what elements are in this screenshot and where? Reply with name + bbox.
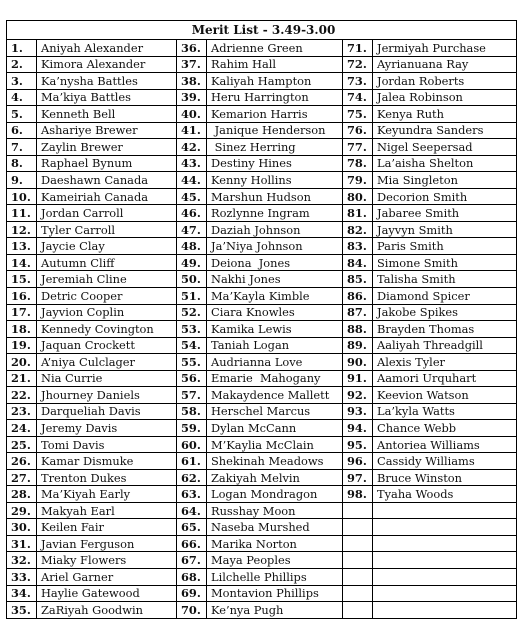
table-row	[7, 337, 517, 354]
student-name: Janique Henderson	[207, 122, 343, 139]
table-row	[7, 122, 517, 139]
student-name: Chance Webb	[373, 420, 517, 437]
table-row	[7, 139, 517, 156]
empty-cell	[373, 602, 517, 619]
student-name: Jordan Carroll	[37, 205, 177, 222]
entry-number: 38.	[177, 73, 207, 90]
entry-number: 14.	[7, 254, 37, 271]
table-row	[7, 387, 517, 404]
student-name: Ke’nya Pugh	[207, 602, 343, 619]
student-name: Makaydence Mallett	[207, 387, 343, 404]
entry-number: 68.	[177, 569, 207, 586]
student-name: Keyundra Sanders	[373, 122, 517, 139]
table-row	[7, 585, 517, 602]
student-name: Rahim Hall	[207, 56, 343, 73]
entry-number: 51.	[177, 287, 207, 304]
student-name: Maya Peoples	[207, 552, 343, 569]
entry-number: 19.	[7, 337, 37, 354]
entry-number: 25.	[7, 436, 37, 453]
student-name: Marika Norton	[207, 535, 343, 552]
table-row	[7, 89, 517, 106]
student-name: Kenneth Bell	[37, 106, 177, 123]
student-name: Logan Mondragon	[207, 486, 343, 503]
name-rows	[7, 40, 517, 619]
entry-number: 91.	[343, 370, 373, 387]
table-row	[7, 73, 517, 90]
student-name: Ka’nysha Battles	[37, 73, 177, 90]
entry-number: 84.	[343, 254, 373, 271]
entry-number: 46.	[177, 205, 207, 222]
entry-number: 15.	[7, 271, 37, 288]
empty-cell	[343, 502, 373, 519]
table-row	[7, 354, 517, 371]
entry-number: 69.	[177, 585, 207, 602]
entry-number: 2.	[7, 56, 37, 73]
entry-number: 41.	[177, 122, 207, 139]
entry-number: 43.	[177, 155, 207, 172]
student-name: Emarie Mahogany	[207, 370, 343, 387]
student-name: Kennedy Covington	[37, 321, 177, 338]
entry-number: 52.	[177, 304, 207, 321]
table-row	[7, 254, 517, 271]
entry-number: 85.	[343, 271, 373, 288]
student-name: Ciara Knowles	[207, 304, 343, 321]
entry-number: 60.	[177, 436, 207, 453]
entry-number: 30.	[7, 519, 37, 536]
empty-cell	[373, 535, 517, 552]
entry-number: 81.	[343, 205, 373, 222]
student-name: Jayvion Coplin	[37, 304, 177, 321]
table-row	[7, 155, 517, 172]
table-row	[7, 287, 517, 304]
entry-number: 74.	[343, 89, 373, 106]
student-name: Kamar Dismuke	[37, 453, 177, 470]
entry-number: 36.	[177, 40, 207, 57]
table-row	[7, 188, 517, 205]
student-name: Nakhi Jones	[207, 271, 343, 288]
entry-number: 72.	[343, 56, 373, 73]
entry-number: 24.	[7, 420, 37, 437]
entry-number: 32.	[7, 552, 37, 569]
entry-number: 10.	[7, 188, 37, 205]
table-row	[7, 205, 517, 222]
cut-off-heading	[6, 0, 516, 4]
student-name: Kaliyah Hampton	[207, 73, 343, 90]
entry-number: 28.	[7, 486, 37, 503]
student-name: Russhay Moon	[207, 502, 343, 519]
empty-cell	[343, 585, 373, 602]
table-row	[7, 271, 517, 288]
student-name: Jabaree Smith	[373, 205, 517, 222]
student-name: Jhourney Daniels	[37, 387, 177, 404]
student-name: Daeshawn Canada	[37, 172, 177, 189]
entry-number: 70.	[177, 602, 207, 619]
entry-number: 57.	[177, 387, 207, 404]
student-name: Aniyah Alexander	[37, 40, 177, 57]
entry-number: 17.	[7, 304, 37, 321]
entry-number: 58.	[177, 403, 207, 420]
student-name: Diamond Spicer	[373, 287, 517, 304]
entry-number: 37.	[177, 56, 207, 73]
student-name: Lilchelle Phillips	[207, 569, 343, 586]
empty-cell	[343, 569, 373, 586]
student-name: Mia Singleton	[373, 172, 517, 189]
student-name: Talisha Smith	[373, 271, 517, 288]
table-row	[7, 172, 517, 189]
student-name: Jalea Robinson	[373, 89, 517, 106]
entry-number: 7.	[7, 139, 37, 156]
entry-number: 62.	[177, 469, 207, 486]
entry-number: 66.	[177, 535, 207, 552]
entry-number: 79.	[343, 172, 373, 189]
entry-number: 80.	[343, 188, 373, 205]
student-name: Ma’Kiyah Early	[37, 486, 177, 503]
entry-number: 49.	[177, 254, 207, 271]
student-name: Nigel Seepersad	[373, 139, 517, 156]
student-name: Ja’Niya Johnson	[207, 238, 343, 255]
table-row	[7, 403, 517, 420]
table-row	[7, 370, 517, 387]
student-name: Keevion Watson	[373, 387, 517, 404]
entry-number: 29.	[7, 502, 37, 519]
merit-list-table	[6, 20, 517, 619]
table-row	[7, 486, 517, 503]
empty-cell	[373, 585, 517, 602]
entry-number: 20.	[7, 354, 37, 371]
student-name: Jaquan Crockett	[37, 337, 177, 354]
student-name: Sinez Herring	[207, 139, 343, 156]
student-name: Kimora Alexander	[37, 56, 177, 73]
student-name: Kenny Hollins	[207, 172, 343, 189]
table-row	[7, 569, 517, 586]
student-name: Bruce Winston	[373, 469, 517, 486]
entry-number: 26.	[7, 453, 37, 470]
entry-number: 12.	[7, 221, 37, 238]
title-row	[7, 21, 517, 40]
student-name: Montavion Phillips	[207, 585, 343, 602]
entry-number: 88.	[343, 321, 373, 338]
table-row	[7, 321, 517, 338]
empty-cell	[373, 552, 517, 569]
entry-number: 33.	[7, 569, 37, 586]
student-name: Autumn Cliff	[37, 254, 177, 271]
student-name: Kameiriah Canada	[37, 188, 177, 205]
entry-number: 47.	[177, 221, 207, 238]
entry-number: 34.	[7, 585, 37, 602]
list-title: Merit List - 3.49-3.00	[7, 21, 517, 40]
table-row	[7, 552, 517, 569]
student-name: Darqueliah Davis	[37, 403, 177, 420]
student-name: Makyah Earl	[37, 502, 177, 519]
table-row	[7, 436, 517, 453]
table-row	[7, 221, 517, 238]
student-name: Adrienne Green	[207, 40, 343, 57]
student-name: Miaky Flowers	[37, 552, 177, 569]
entry-number: 8.	[7, 155, 37, 172]
entry-number: 6.	[7, 122, 37, 139]
entry-number: 73.	[343, 73, 373, 90]
entry-number: 42.	[177, 139, 207, 156]
student-name: Jeremy Davis	[37, 420, 177, 437]
student-name: ZaRiyah Goodwin	[37, 602, 177, 619]
entry-number: 31.	[7, 535, 37, 552]
entry-number: 64.	[177, 502, 207, 519]
entry-number: 3.	[7, 73, 37, 90]
student-name: A’niya Culclager	[37, 354, 177, 371]
student-name: Raphael Bynum	[37, 155, 177, 172]
entry-number: 89.	[343, 337, 373, 354]
entry-number: 50.	[177, 271, 207, 288]
table-row	[7, 602, 517, 619]
entry-number: 5.	[7, 106, 37, 123]
student-name: Ariel Garner	[37, 569, 177, 586]
student-name: Nia Currie	[37, 370, 177, 387]
student-name: Destiny Hines	[207, 155, 343, 172]
entry-number: 90.	[343, 354, 373, 371]
entry-number: 45.	[177, 188, 207, 205]
student-name: Decorion Smith	[373, 188, 517, 205]
empty-cell	[343, 552, 373, 569]
student-name: La’kyla Watts	[373, 403, 517, 420]
entry-number: 21.	[7, 370, 37, 387]
entry-number: 82.	[343, 221, 373, 238]
entry-number: 40.	[177, 106, 207, 123]
entry-number: 59.	[177, 420, 207, 437]
empty-cell	[373, 502, 517, 519]
student-name: Paris Smith	[373, 238, 517, 255]
entry-number: 44.	[177, 172, 207, 189]
entry-number: 11.	[7, 205, 37, 222]
student-name: Brayden Thomas	[373, 321, 517, 338]
entry-number: 4.	[7, 89, 37, 106]
student-name: Alexis Tyler	[373, 354, 517, 371]
empty-cell	[373, 569, 517, 586]
student-name: Ayrianuana Ray	[373, 56, 517, 73]
entry-number: 98.	[343, 486, 373, 503]
table-row	[7, 106, 517, 123]
entry-number: 56.	[177, 370, 207, 387]
table-row	[7, 519, 517, 536]
student-name: Zakiyah Melvin	[207, 469, 343, 486]
table-row	[7, 40, 517, 57]
student-name: Heru Harrington	[207, 89, 343, 106]
empty-cell	[343, 519, 373, 536]
student-name: Shekinah Meadows	[207, 453, 343, 470]
empty-cell	[343, 535, 373, 552]
student-name: Jermiyah Purchase	[373, 40, 517, 57]
entry-number: 63.	[177, 486, 207, 503]
entry-number: 67.	[177, 552, 207, 569]
student-name: Ma’kiya Battles	[37, 89, 177, 106]
entry-number: 61.	[177, 453, 207, 470]
student-name: Trenton Dukes	[37, 469, 177, 486]
student-name: M’Kaylia McClain	[207, 436, 343, 453]
entry-number: 1.	[7, 40, 37, 57]
student-name: Tyler Carroll	[37, 221, 177, 238]
student-name: Tyaha Woods	[373, 486, 517, 503]
student-name: Jayvyn Smith	[373, 221, 517, 238]
table-row	[7, 453, 517, 470]
entry-number: 22.	[7, 387, 37, 404]
student-name: Tomi Davis	[37, 436, 177, 453]
student-name: Cassidy Williams	[373, 453, 517, 470]
student-name: Deiona Jones	[207, 254, 343, 271]
student-name: Simone Smith	[373, 254, 517, 271]
entry-number: 65.	[177, 519, 207, 536]
student-name: Haylie Gatewood	[37, 585, 177, 602]
student-name: Marshun Hudson	[207, 188, 343, 205]
table-row	[7, 238, 517, 255]
entry-number: 83.	[343, 238, 373, 255]
entry-number: 23.	[7, 403, 37, 420]
table-row	[7, 502, 517, 519]
student-name: Rozlynne Ingram	[207, 205, 343, 222]
student-name: Dylan McCann	[207, 420, 343, 437]
entry-number: 97.	[343, 469, 373, 486]
empty-cell	[343, 602, 373, 619]
table-row	[7, 420, 517, 437]
student-name: Aaliyah Threadgill	[373, 337, 517, 354]
student-name: Javian Ferguson	[37, 535, 177, 552]
student-name: Jaycie Clay	[37, 238, 177, 255]
student-name: Kamika Lewis	[207, 321, 343, 338]
entry-number: 96.	[343, 453, 373, 470]
student-name: Kenya Ruth	[373, 106, 517, 123]
entry-number: 92.	[343, 387, 373, 404]
student-name: Jakobe Spikes	[373, 304, 517, 321]
entry-number: 18.	[7, 321, 37, 338]
student-name: Antoriea Williams	[373, 436, 517, 453]
table-row	[7, 469, 517, 486]
student-name: Detric Cooper	[37, 287, 177, 304]
entry-number: 39.	[177, 89, 207, 106]
student-name: Herschel Marcus	[207, 403, 343, 420]
entry-number: 93.	[343, 403, 373, 420]
entry-number: 48.	[177, 238, 207, 255]
student-name: Kemarion Harris	[207, 106, 343, 123]
student-name: Ashariye Brewer	[37, 122, 177, 139]
entry-number: 77.	[343, 139, 373, 156]
student-name: Aamori Urquhart	[373, 370, 517, 387]
entry-number: 71.	[343, 40, 373, 57]
entry-number: 53.	[177, 321, 207, 338]
entry-number: 94.	[343, 420, 373, 437]
entry-number: 95.	[343, 436, 373, 453]
entry-number: 55.	[177, 354, 207, 371]
empty-cell	[373, 519, 517, 536]
table-row	[7, 304, 517, 321]
entry-number: 27.	[7, 469, 37, 486]
student-name: Keilen Fair	[37, 519, 177, 536]
student-name: Audrianna Love	[207, 354, 343, 371]
student-name: Jordan Roberts	[373, 73, 517, 90]
entry-number: 9.	[7, 172, 37, 189]
entry-number: 87.	[343, 304, 373, 321]
entry-number: 86.	[343, 287, 373, 304]
student-name: Zaylin Brewer	[37, 139, 177, 156]
entry-number: 75.	[343, 106, 373, 123]
entry-number: 13.	[7, 238, 37, 255]
entry-number: 16.	[7, 287, 37, 304]
student-name: La’aisha Shelton	[373, 155, 517, 172]
entry-number: 76.	[343, 122, 373, 139]
entry-number: 54.	[177, 337, 207, 354]
student-name: Naseba Murshed	[207, 519, 343, 536]
student-name: Jeremiah Cline	[37, 271, 177, 288]
table-row	[7, 56, 517, 73]
student-name: Taniah Logan	[207, 337, 343, 354]
entry-number: 78.	[343, 155, 373, 172]
student-name: Ma’Kayla Kimble	[207, 287, 343, 304]
student-name: Daziah Johnson	[207, 221, 343, 238]
entry-number: 35.	[7, 602, 37, 619]
merit-list-sheet	[6, 0, 516, 619]
table-row	[7, 535, 517, 552]
